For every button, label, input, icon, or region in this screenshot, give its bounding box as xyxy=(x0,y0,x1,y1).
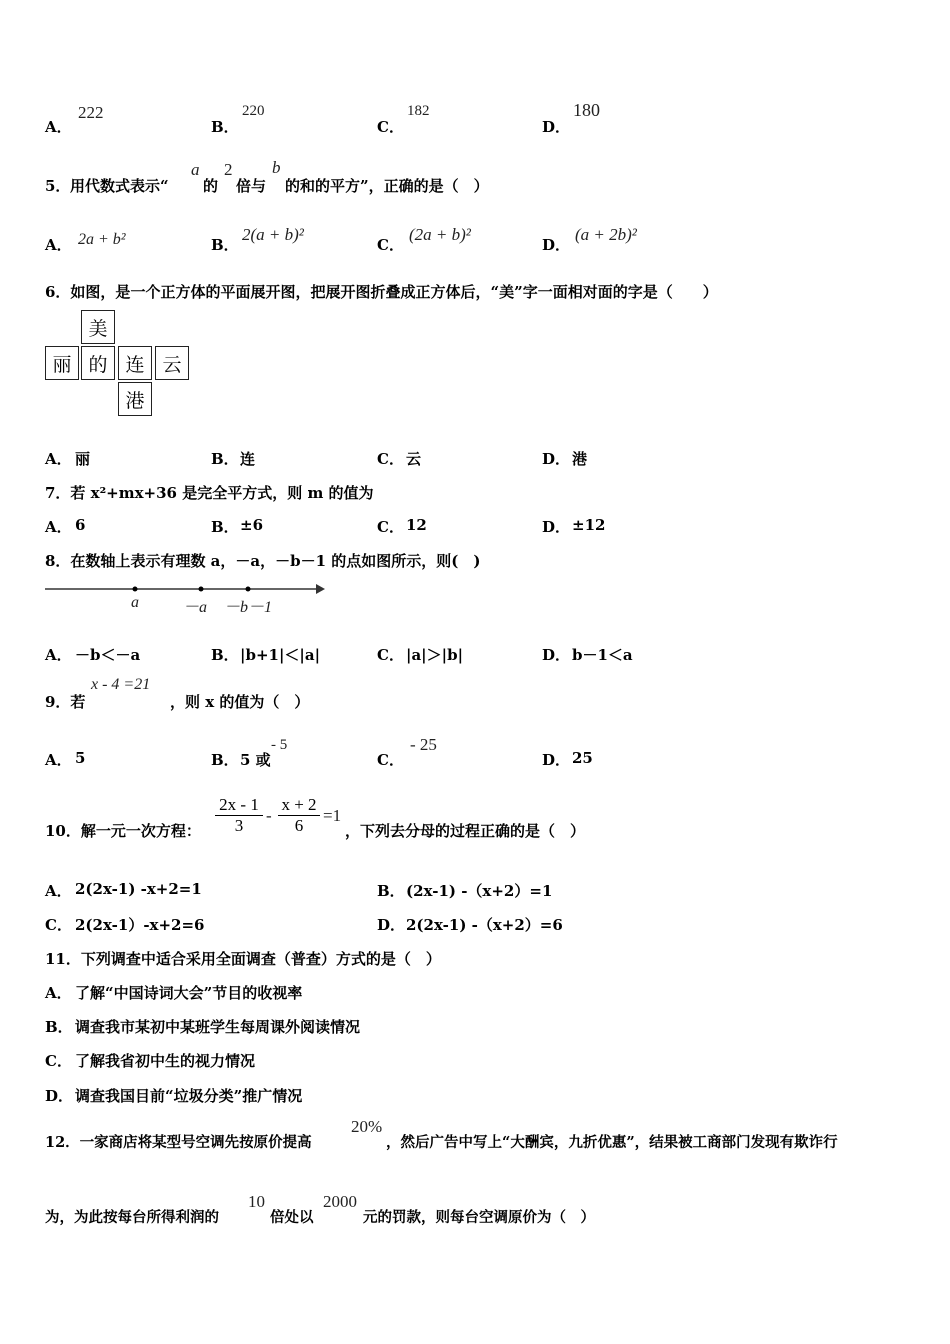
q6-option-c-value: 云 xyxy=(406,450,422,468)
axis-label-neg-a: －a xyxy=(183,599,208,616)
q12-percent: 20% xyxy=(351,1117,383,1136)
q10-option-d-label: D． xyxy=(377,916,406,934)
q10-equals-one: =1 xyxy=(323,806,342,825)
q8-option-b-value: |b+1|＜|a| xyxy=(240,646,321,664)
q11-option-c-label: C． xyxy=(45,1052,72,1070)
q10-head: 10．解一元一次方程： xyxy=(45,822,201,840)
q5-text-d: 的和的平方”，正确的是（ ） xyxy=(285,177,489,195)
q8-option-c-value: |a|＞|b| xyxy=(406,646,464,664)
q8-option-d-label: D． xyxy=(542,646,571,664)
q5-text-a: 用代数式表示“ xyxy=(70,177,169,195)
q9-option-c-label: C． xyxy=(377,751,404,769)
q10-f1-denominator: 3 xyxy=(215,815,263,836)
q8-option-a-label: A． xyxy=(45,646,72,664)
q9-equation: x - 4 =21 xyxy=(91,676,151,693)
q10-option-a-value: 2(2x-1) -x+2=1 xyxy=(75,880,202,898)
cube-face-mei: 美 xyxy=(81,310,115,344)
q5-number: 5． xyxy=(45,177,71,195)
q6-option-d-label: D． xyxy=(542,450,571,468)
q7-option-b-label: B． xyxy=(211,518,239,536)
q10-fraction-2 xyxy=(278,795,320,836)
q5-option-d-label: D． xyxy=(542,236,571,254)
q9-tail: ，则 x 的值为（ ） xyxy=(170,693,310,711)
q10-option-d-value: 2(2x-1) -（x+2）=6 xyxy=(406,916,563,934)
q7-option-c-value: 12 xyxy=(406,516,427,534)
q10-f2-denominator: 6 xyxy=(278,815,320,836)
q4-option-c-label: C． xyxy=(377,118,404,136)
q7-option-d-value: ±12 xyxy=(572,516,606,534)
q12-line2-a: 为，为此按每台所得利润的 xyxy=(45,1209,219,1226)
q12-line2-c: 元的罚款，则每台空调原价为（ ） xyxy=(363,1209,595,1226)
q11-option-a-label: A． xyxy=(45,984,72,1002)
cube-face-yun: 云 xyxy=(155,346,189,380)
q10-f2-numerator: x + 2 xyxy=(281,795,317,814)
q9-option-d-value: 25 xyxy=(572,749,593,767)
point-neg-a xyxy=(199,587,204,592)
q11-option-c-value: 了解我省初中生的视力情况 xyxy=(75,1052,256,1070)
q11-option-d-value: 调查我国目前“垃圾分类”推广情况 xyxy=(75,1087,303,1105)
cube-face-de: 的 xyxy=(81,346,115,380)
q9-number: 9．若 xyxy=(45,693,86,711)
q9-option-c-value: - 25 xyxy=(410,735,437,754)
q10-option-b-label: B． xyxy=(377,882,405,900)
q8-option-d-value: b－1＜a xyxy=(572,646,633,664)
cube-face-li: 丽 xyxy=(45,346,79,380)
axis-label-a: a xyxy=(131,594,139,611)
q5-text-b: 的 xyxy=(203,177,219,195)
q7-option-b-value: ±6 xyxy=(240,516,264,534)
q10-option-c-label: C． xyxy=(45,916,72,934)
q10-minus: - xyxy=(266,806,272,825)
q7-option-c-label: C． xyxy=(377,518,404,536)
q7-option-d-label: D． xyxy=(542,518,571,536)
cube-face-gang: 港 xyxy=(118,382,152,416)
q6-stem: 6．如图，是一个正方体的平面展开图，把展开图折叠成正方体后，“美”字一面相对面的字是（ ） xyxy=(45,283,718,301)
q6-option-b-label: B． xyxy=(211,450,239,468)
q10-option-c-value: 2(2x-1）-x+2=6 xyxy=(75,916,205,934)
q9-option-a-value: 5 xyxy=(75,749,86,767)
q11-option-d-label: D． xyxy=(45,1087,74,1105)
q11-option-b-value: 调查我市某初中某班学生每周课外阅读情况 xyxy=(75,1018,361,1036)
q12-line1-a: 12．一家商店将某型号空调先按原价提高 xyxy=(45,1134,312,1151)
q10-option-a-label: A． xyxy=(45,882,72,900)
q8-option-b-label: B． xyxy=(211,646,239,664)
q5-option-b-value: 2(a + b)² xyxy=(242,225,304,244)
q6-option-c-label: C． xyxy=(377,450,404,468)
q9-option-d-label: D． xyxy=(542,751,571,769)
q7-stem: 7．若 x²+mx+36 是完全平方式，则 m 的值为 xyxy=(45,484,374,502)
q4-option-c-value: 182 xyxy=(407,103,430,119)
q10-fraction-1 xyxy=(215,795,263,836)
q5-two: 2 xyxy=(224,160,233,179)
q12-line1-b: ，然后广告中写上“大酬宾，九折优惠”，结果被工商部门发现有欺诈行 xyxy=(386,1134,838,1151)
q8-stem: 8．在数轴上表示有理数 a，－a，－b－1 的点如图所示，则( ) xyxy=(45,552,481,570)
q6-option-d-value: 港 xyxy=(572,450,588,468)
q5-option-d-value: (a + 2b)² xyxy=(575,225,637,244)
q4-option-b-label: B． xyxy=(211,118,239,136)
q4-option-b-value: 220 xyxy=(242,103,265,119)
q11-option-a-value: 了解“中国诗词大会”节目的收视率 xyxy=(75,984,303,1002)
q12-amount: 2000 xyxy=(323,1192,357,1211)
q8-option-c-label: C． xyxy=(377,646,404,664)
q9-option-b-value: 5 或 xyxy=(240,751,271,769)
q10-option-b-value: (2x-1) -（x+2）=1 xyxy=(406,882,553,900)
q11-stem: 11．下列调查中适合采用全面调查（普查）方式的是（ ） xyxy=(45,950,441,968)
q4-option-a-value: 222 xyxy=(78,103,104,122)
q9-option-a-label: A． xyxy=(45,751,72,769)
q12-ten: 10 xyxy=(248,1192,265,1211)
q6-option-a-value: 丽 xyxy=(75,450,91,468)
q8-option-a-value: －b＜－a xyxy=(75,646,141,664)
q12-line2-b: 倍处以 xyxy=(270,1209,314,1226)
q9-option-b-label: B． xyxy=(211,751,239,769)
q7-option-a-label: A． xyxy=(45,518,72,536)
q4-option-d-label: D． xyxy=(542,118,571,136)
q5-var-a: a xyxy=(191,160,200,179)
q5-option-a-value: 2a + b² xyxy=(78,231,126,248)
cube-face-lian: 连 xyxy=(118,346,152,380)
q5-option-c-value: (2a + b)² xyxy=(409,225,471,244)
q4-option-d-value: 180 xyxy=(573,100,600,120)
q6-option-a-label: A． xyxy=(45,450,72,468)
axis-label-neg-b-minus-1: －b－1 xyxy=(224,599,273,616)
q4-option-a-label: A． xyxy=(45,118,72,136)
q9-option-b-sup: - 5 xyxy=(271,737,288,753)
point-a xyxy=(133,587,138,592)
q5-option-c-label: C． xyxy=(377,236,404,254)
q10-tail: ，下列去分母的过程正确的是（ ） xyxy=(345,822,586,840)
q7-option-a-value: 6 xyxy=(75,516,86,534)
q10-f1-numerator: 2x - 1 xyxy=(219,795,259,814)
q5-var-b: b xyxy=(272,158,281,177)
q5-option-a-label: A． xyxy=(45,236,72,254)
q11-option-b-label: B． xyxy=(45,1018,73,1036)
q6-option-b-value: 连 xyxy=(240,450,256,468)
q5-text-c: 倍与 xyxy=(236,177,267,195)
q5-option-b-label: B． xyxy=(211,236,239,254)
point-neg-b-minus-1 xyxy=(246,587,251,592)
